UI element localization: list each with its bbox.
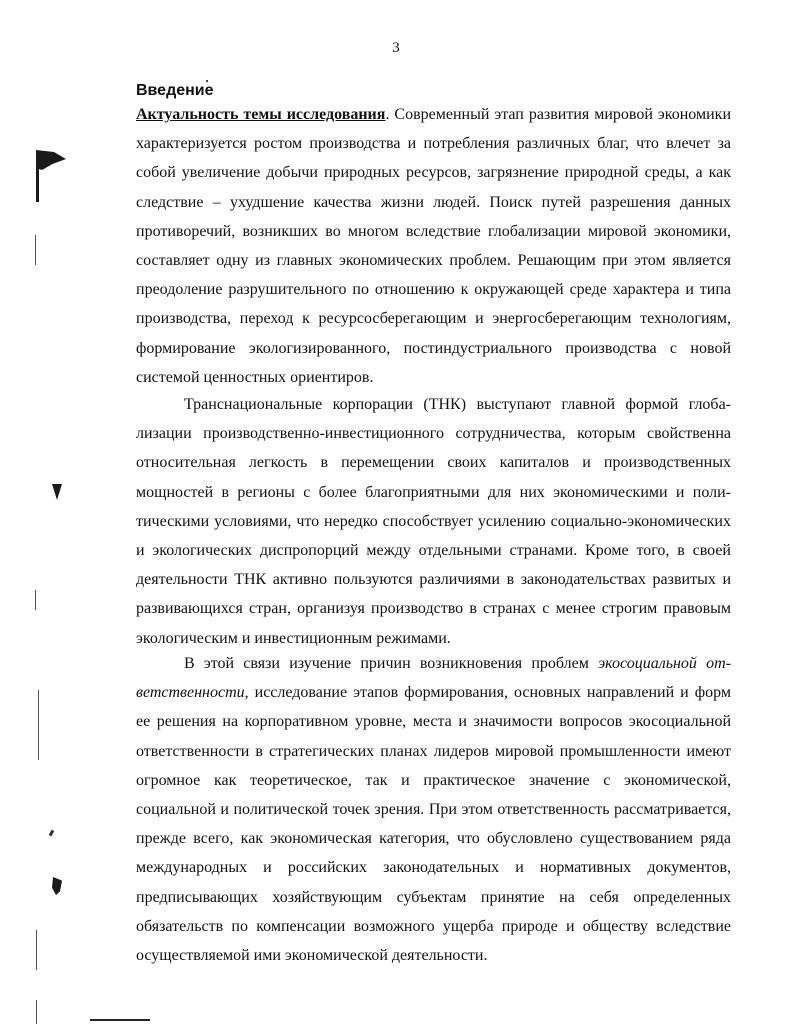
scan-mark-middle [52,484,62,500]
scan-line [38,690,39,760]
page-number: 3 [392,40,400,56]
paragraph-eco-text: , исследование этапов формирования, основных направлений и форм ее решения на корпоративном уровне, места и значимости вопросов экосоциальной ответственности в стратегических планах лидеров мировой промышленности имеют огромное как теоретическое, так и практическое значение с экономической, социальной и политической точек зрения. При этом ответственность рассматривается, прежде всего, как экономическая категория, что обусловлено существованием ряда международных и российских законодательных и нормативных документов, предписывающих хозяйствующим субъектам принятие на себя определенных обязательств по компенсации возможного ущерба природе и обществу вследствие осуществляемой ими экономической деятельности. [136,684,731,965]
paragraph-relevance [136,100,731,392]
scan-line [49,830,55,837]
relevance-lead-phrase: Актуальность темы исследования [136,106,386,123]
scan-mark-bottom [52,877,62,895]
scan-mark-top-stem [36,160,39,202]
paragraph-relevance-text: . Современный этап развития мировой экономики характеризуется ростом производства и потребления различных благ, что влечет за собой увеличение добычи природных ресурсов, загрязнение природной среды, а как следствие – ухудшение качества жизни людей. Поиск путей разрешения данных противоречий, возникших во многом вследствие глобализации мировой экономики, составляет одну из главных экономических проблем. Решающим при этом является преодоление разрушительного по отношению к окружающей среде характера и типа производства, переход к ресурсосберегающим и энергосберегающим технологиям, формирование экологизированного, постиндустриального производства с новой системой ценностных ориентиров. [136,106,732,386]
scan-line [36,1000,37,1024]
scan-line [36,930,37,970]
footnote-rule [90,1019,150,1021]
section-heading: Введение [136,82,214,99]
scan-line [35,590,36,610]
scan-line [35,235,36,265]
paragraph-eco-responsibility [136,649,731,970]
paragraph-tnk [136,390,731,653]
paragraph-eco-start: В этой связи изучение причин возникновения проблем [184,655,599,672]
scan-mark-top [36,150,66,170]
paragraph-tnk-text: Транснациональные корпорации (ТНК) выступают главной формой глобализации производственно-инвестиционного сотрудничества, которым свойственна относительная легкость в перемещении своих капиталов и производственных мощностей в регионы с более благоприятными для них экономическими и политическими условиями, что нередко способствует усилению социально-экономических и экологических диспропорций между отдельными странами. Кроме того, в своей деятельности ТНК активно пользуются различиями в законодательствах развитых и развивающихся стран, организуя производство в странах с менее строгим правовым экологическим и инвестиционным режимами. [136,396,731,647]
eco-responsibility-term: экосоциальной ответственности [136,655,732,702]
